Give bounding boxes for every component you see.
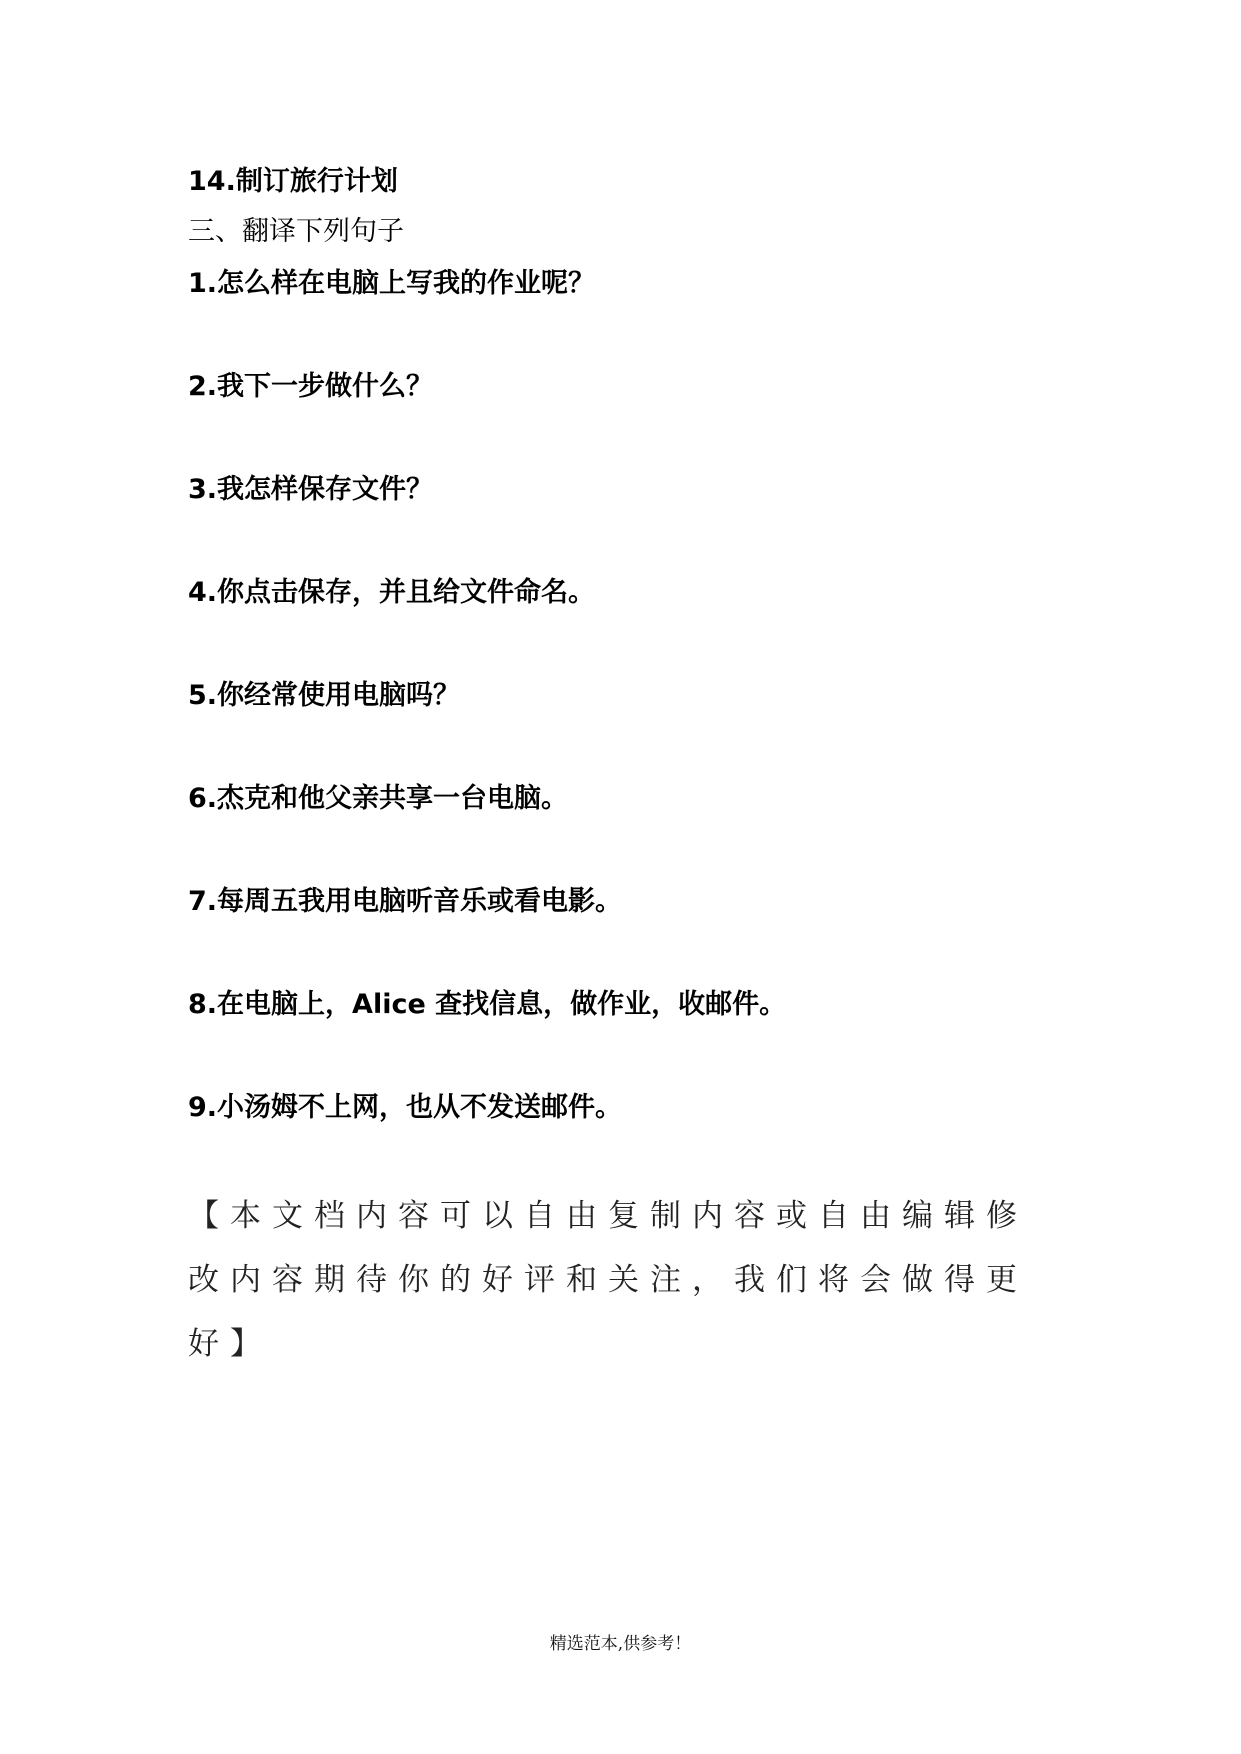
editable-note: 【本文档内容可以自由复制内容或自由编辑修改内容期待你的好评和关注，我们将会做得更好】 — [188, 1198, 1028, 1362]
sentence-3: 3.我怎样保存文件？ — [188, 474, 434, 505]
section-heading: 三、翻译下列句子 — [188, 216, 404, 247]
sentence-9: 9.小汤姆不上网，也从不发送邮件。 — [188, 1092, 623, 1123]
list-item-14: 14.制订旅行计划 — [188, 166, 398, 197]
sentence-2: 2.我下一步做什么？ — [188, 371, 434, 402]
sentence-5: 5.你经常使用电脑吗？ — [188, 680, 461, 711]
sentence-7: 7.每周五我用电脑听音乐或看电影。 — [188, 886, 623, 917]
sentence-8: 8.在电脑上，Alice 查找信息，做作业，收邮件。 — [188, 989, 787, 1020]
page-footer: 精选范本,供参考！ — [549, 1634, 692, 1654]
sentence-1: 1.怎么样在电脑上写我的作业呢？ — [188, 268, 596, 299]
sentence-6: 6.杰克和他父亲共享一台电脑。 — [188, 783, 569, 814]
sentence-4: 4.你点击保存，并且给文件命名。 — [188, 577, 596, 608]
